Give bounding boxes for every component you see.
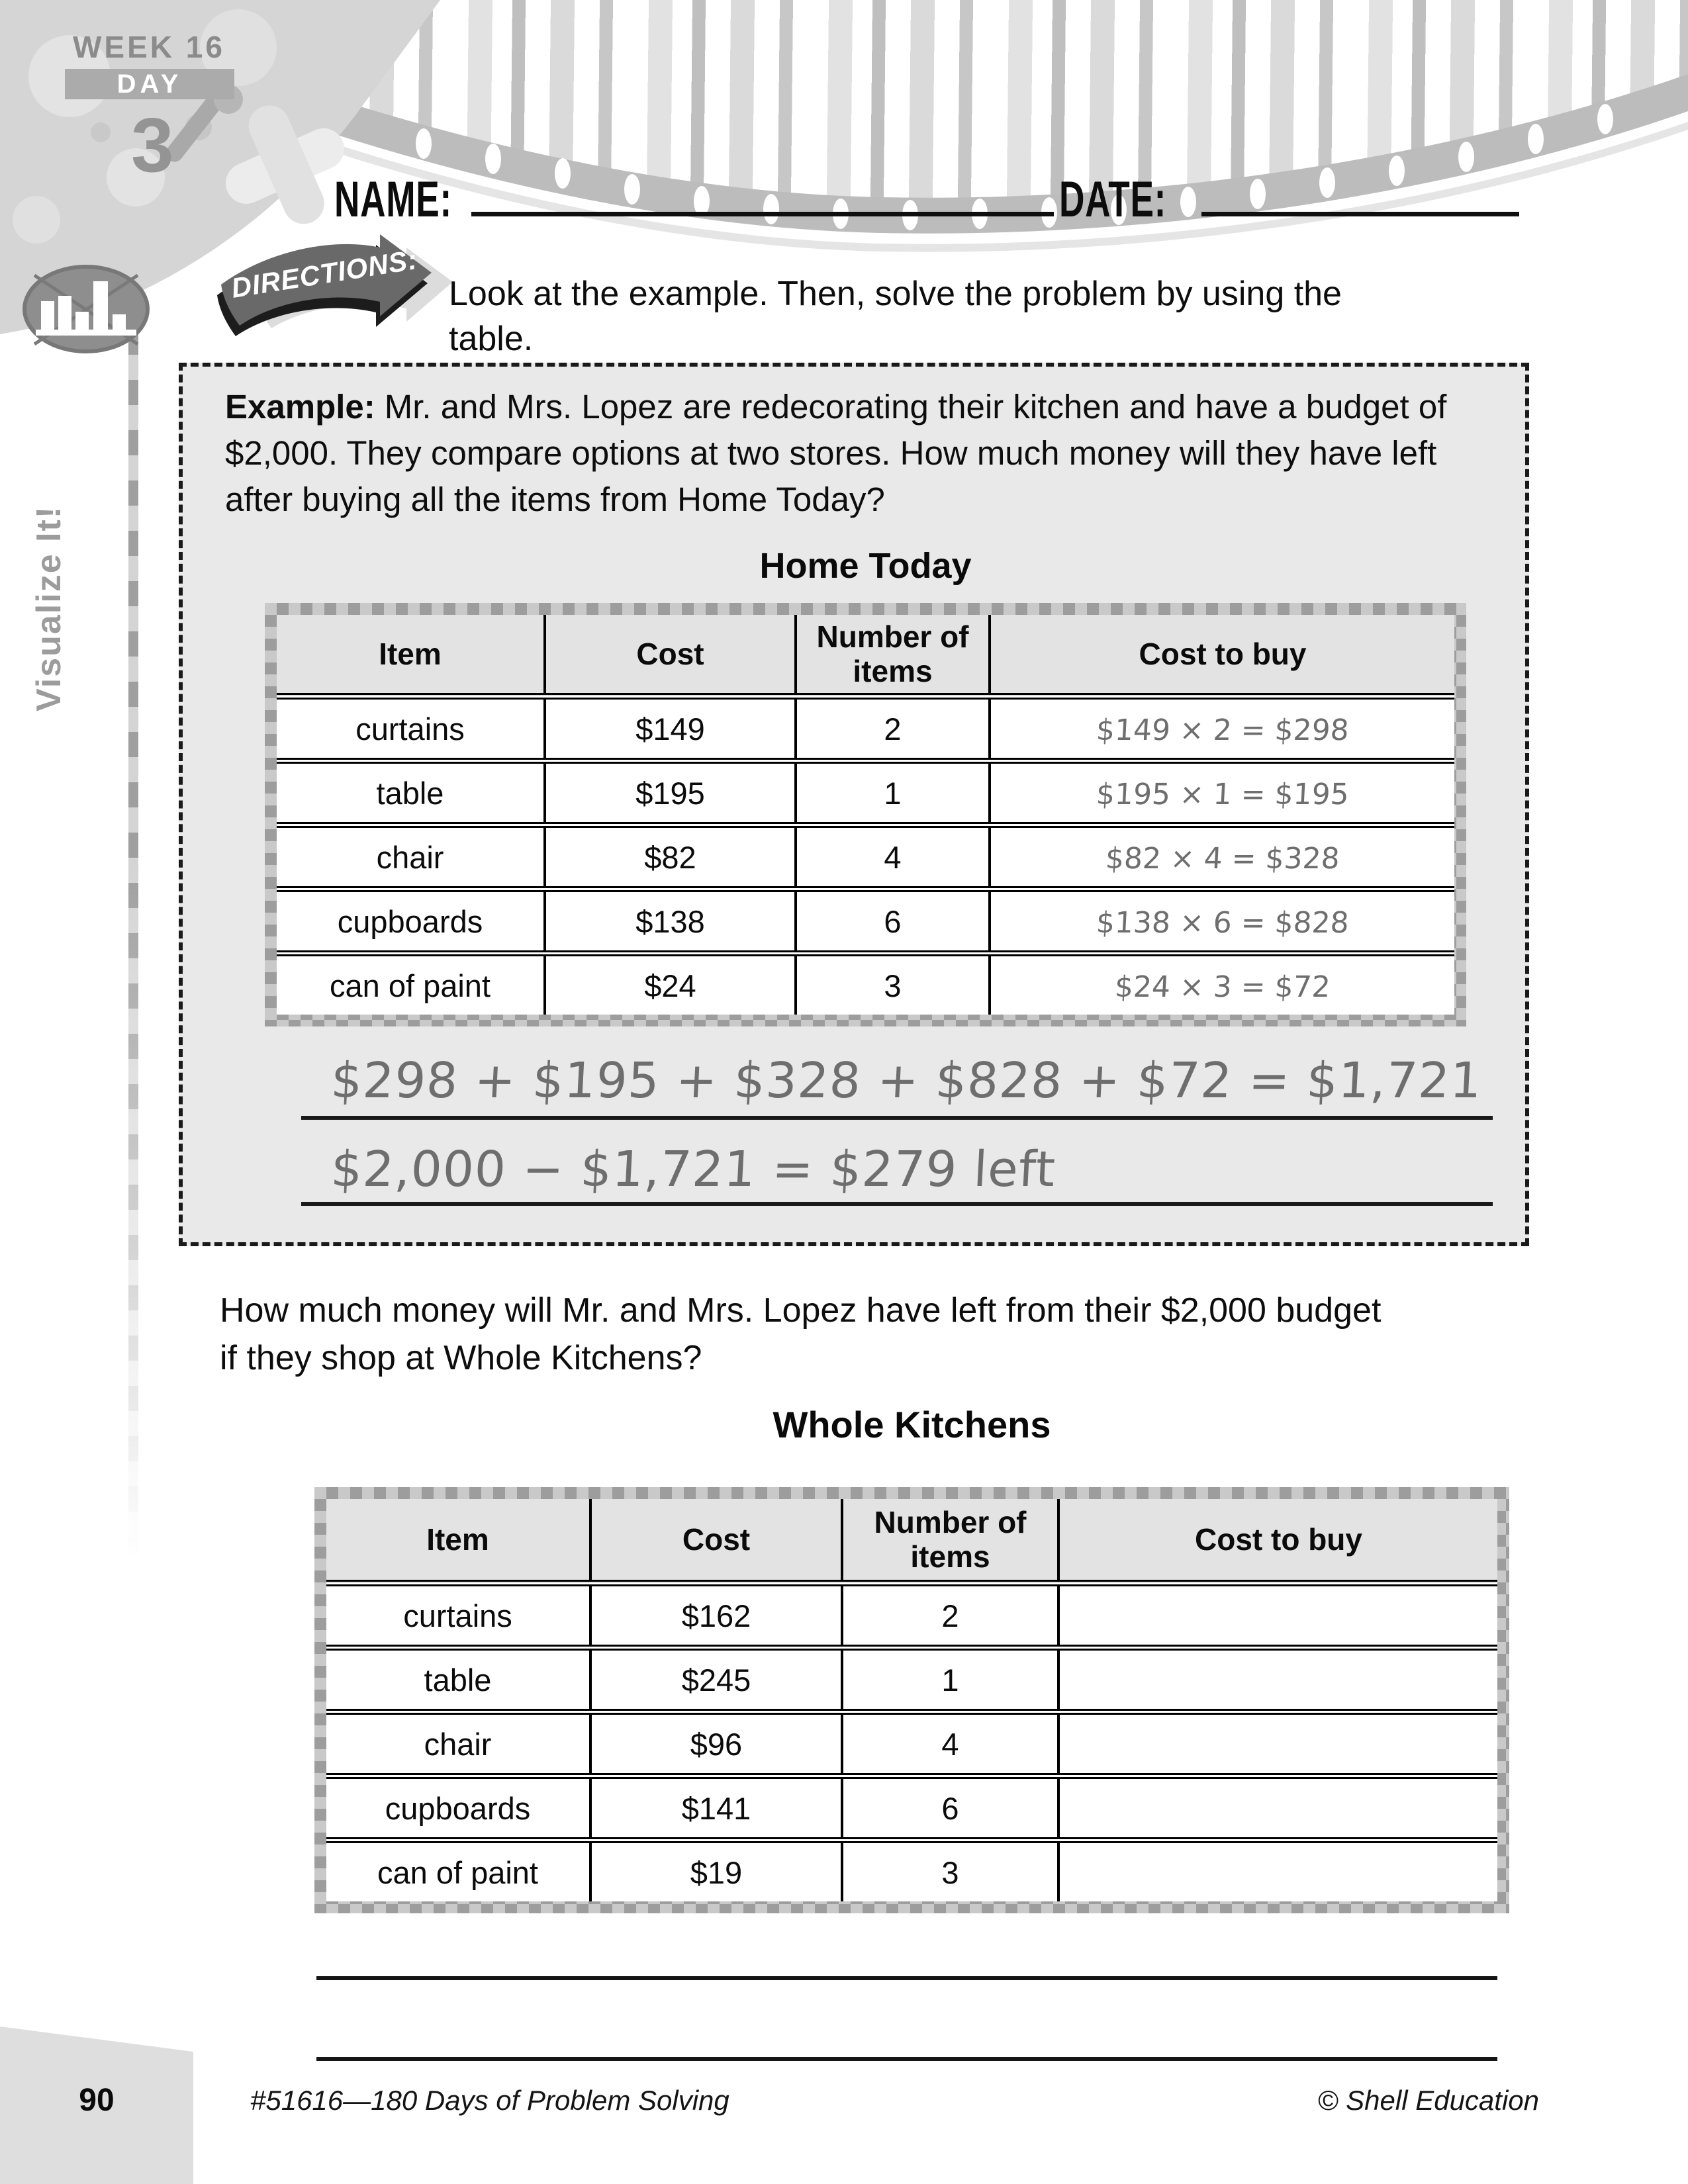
number-cell: 6 [796, 889, 990, 954]
number-cell: 4 [796, 825, 990, 889]
cost-to-buy-blank-cell[interactable] [1058, 1583, 1497, 1648]
item-cell: chair [326, 1712, 590, 1776]
number-cell: 6 [842, 1776, 1058, 1841]
item-cell: can of paint [277, 954, 545, 1015]
cost-to-buy-cell [990, 954, 1454, 1015]
cost-to-buy-cell [990, 761, 1454, 825]
work-line-sum: $298 + $195 + $328 + $828 + $72 = $1,721 [329, 1052, 1483, 1109]
work-underline [301, 1202, 1493, 1206]
item-cell: chair [277, 825, 545, 889]
col-header-cost: Cost [545, 615, 796, 696]
cost-to-buy-blank-cell[interactable] [1058, 1841, 1497, 1902]
item-cell: cupboards [277, 889, 545, 954]
cost-to-buy-cell [990, 696, 1454, 761]
table-row [326, 1841, 1497, 1902]
answer-line[interactable] [316, 2057, 1497, 2061]
table-row [277, 761, 1454, 825]
sidebar-dashed-line [128, 330, 138, 1666]
directions-label: DIRECTIONS: [229, 244, 420, 304]
table-row [326, 1776, 1497, 1841]
col-header-cost-to-buy: Cost to buy [1058, 1499, 1497, 1583]
table-row [326, 1583, 1497, 1648]
day-label: DAY [117, 69, 183, 99]
question-text: How much money will Mr. and Mrs. Lopez have left from their $2,000 budget if they shop at Whole Kitchens? [220, 1291, 1382, 1377]
cost-cell: $96 [590, 1712, 842, 1776]
table-row [277, 889, 1454, 954]
cost-to-buy-cell [990, 889, 1454, 954]
example-body: Mr. and Mrs. Lopez are redecorating their kitchen and have a budget of $2,000. They compare options at two stores. How much money will they have left after buying all the items from Home Today? [225, 388, 1447, 518]
home-today-table [265, 603, 1466, 1026]
table-header-row [277, 615, 1454, 696]
number-cell: 4 [842, 1712, 1058, 1776]
table-row [277, 954, 1454, 1015]
item-cell: curtains [355, 711, 465, 747]
table-row [326, 1712, 1497, 1776]
item-cell: table [277, 761, 545, 825]
directions-banner-icon [213, 233, 458, 379]
item-cell: curtains [403, 1598, 512, 1633]
table-row [277, 825, 1454, 889]
day-number: 3 [131, 102, 174, 188]
cost-cell: $195 [545, 761, 796, 825]
item-cell: table [326, 1648, 590, 1712]
cost-to-buy-blank-cell[interactable] [1058, 1648, 1497, 1712]
item-cell: cupboards [326, 1776, 590, 1841]
table-row [277, 696, 1454, 761]
name-input-line[interactable] [471, 212, 1054, 216]
cost-to-buy-blank-cell[interactable] [1058, 1776, 1497, 1841]
answer-line[interactable] [316, 1976, 1497, 1980]
number-cell: 2 [796, 696, 990, 761]
directions-text: Look at the example. Then, solve the problem by using the table. [449, 275, 1342, 358]
footer-publisher: © Shell Education [1317, 2085, 1539, 2116]
cost-to-buy-blank-cell[interactable] [1058, 1712, 1497, 1776]
day-bar [65, 69, 234, 99]
item-cell: can of paint [326, 1841, 590, 1902]
bar-chart-icon [24, 267, 148, 351]
col-header-number: Number of items [796, 615, 990, 696]
table-row [326, 1648, 1497, 1712]
col-header-cost: Cost [590, 1499, 842, 1583]
work-underline [301, 1116, 1493, 1120]
col-header-item: Item [277, 615, 545, 696]
cost-cell: $245 [590, 1648, 842, 1712]
handwritten-answer: $24 × 3 = $72 [1113, 970, 1332, 1004]
cost-cell: $82 [545, 825, 796, 889]
handwritten-answer: $138 × 6 = $828 [1095, 905, 1350, 940]
whole-kitchens-title: Whole Kitchens [773, 1404, 1051, 1445]
name-label: NAME: [334, 171, 452, 228]
example-label: Example: [225, 388, 375, 426]
date-input-line[interactable] [1201, 212, 1519, 216]
work-line-difference: $2,000 − $1,721 = $279 left [329, 1141, 1057, 1198]
handwritten-answer: $149 × 2 = $298 [1095, 713, 1350, 747]
col-header-item: Item [326, 1499, 590, 1583]
week-label: WEEK 16 [73, 30, 225, 64]
col-header-cost-to-buy: Cost to buy [990, 615, 1454, 696]
cost-to-buy-cell [990, 825, 1454, 889]
cost-cell: $149 [545, 696, 796, 761]
table-header-row [326, 1499, 1497, 1583]
cost-cell: $24 [545, 954, 796, 1015]
number-cell: 1 [796, 761, 990, 825]
handwritten-answer: $82 × 4 = $328 [1104, 841, 1341, 876]
cost-cell: $19 [590, 1841, 842, 1902]
number-cell: 1 [842, 1648, 1058, 1712]
number-cell: 3 [796, 954, 990, 1015]
sidebar-tab-visualize-it: Visualize It! [30, 505, 68, 711]
example-text [225, 384, 1450, 523]
number-cell: 2 [842, 1583, 1058, 1648]
date-label: DATE: [1059, 171, 1167, 228]
cost-cell: $141 [590, 1776, 842, 1841]
page-number: 90 [79, 2083, 115, 2118]
number-cell: 3 [842, 1841, 1058, 1902]
col-header-number: Number of items [842, 1499, 1058, 1583]
home-today-title: Home Today [759, 546, 972, 586]
footer-book-id: #51616—180 Days of Problem Solving [250, 2085, 729, 2116]
handwritten-answer: $195 × 1 = $195 [1095, 777, 1350, 811]
whole-kitchens-table [314, 1487, 1509, 1913]
cost-cell: $162 [590, 1583, 842, 1648]
cost-cell: $138 [545, 889, 796, 954]
